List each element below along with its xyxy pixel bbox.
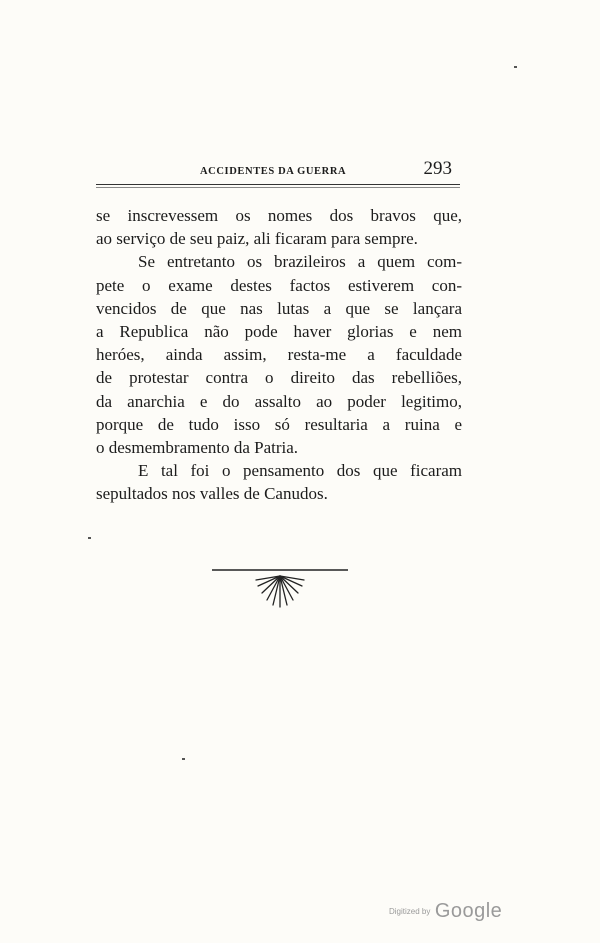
- google-logo: Google: [434, 900, 503, 922]
- text-line: o desmembramento da Patria.: [96, 437, 299, 457]
- text-line: E tal foi o pensamento dos que ficaram: [138, 461, 462, 481]
- text-line: Se entretanto os brazileiros a quem com-: [138, 252, 462, 272]
- sunburst-ornament-icon: [212, 568, 348, 612]
- text-line: da anarchia e do assalto ao poder legitimo,: [96, 391, 462, 411]
- running-header: [96, 158, 460, 188]
- digitized-by-label: Digitized by: [389, 907, 431, 916]
- text-line: a Republica não pode haver glorias e nem: [96, 321, 462, 341]
- running-title: ACCIDENTES DA GUERRA: [200, 166, 347, 177]
- header-rule-secondary: [96, 187, 460, 188]
- body-text: [96, 204, 462, 505]
- text-line: vencidos de que nas lutas a que se lançara: [96, 298, 462, 318]
- digitized-watermark: [389, 900, 502, 923]
- text-line: de protestar contra o direito das rebelliões,: [96, 368, 462, 388]
- print-speck: [88, 537, 91, 539]
- text-line: ao serviço de seu paiz, ali ficaram para sempre.: [96, 229, 418, 249]
- text-line: heróes, ainda assim, resta-me a faculdade: [96, 345, 462, 365]
- print-speck: [182, 758, 185, 760]
- text-line: porque de tudo isso só resultaria a ruina e: [96, 414, 462, 434]
- print-speck: [514, 66, 517, 68]
- header-rule: [96, 184, 460, 185]
- text-line: se inscrevessem os nomes dos bravos que,: [96, 206, 462, 225]
- text-line: pete o exame destes factos estiverem con-: [96, 275, 462, 295]
- page-number: 293: [423, 158, 452, 179]
- text-line: sepultados nos valles de Canudos.: [96, 484, 328, 504]
